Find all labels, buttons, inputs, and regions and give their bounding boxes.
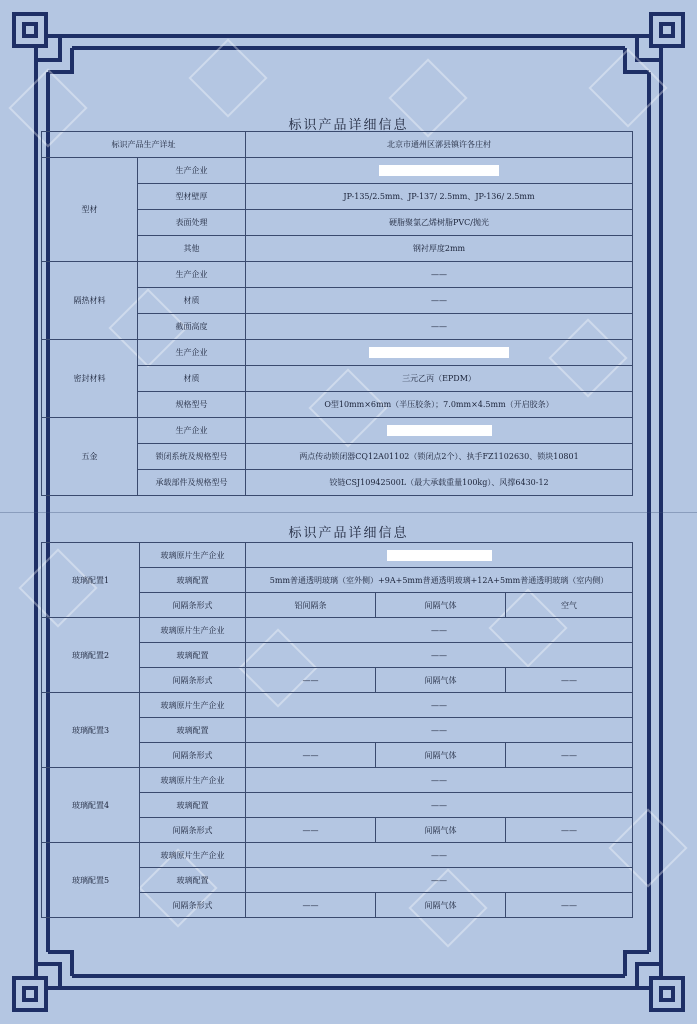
row-value: ——: [246, 718, 633, 743]
row-value: ——: [246, 768, 633, 793]
row-label: 生产企业: [138, 158, 246, 184]
row-label: 间隔条形式: [140, 818, 246, 843]
row-label: 生产企业: [138, 340, 246, 366]
row-value-redacted: [246, 158, 633, 184]
row-label: 玻璃原片生产企业: [140, 693, 246, 718]
table-row: [42, 340, 633, 366]
spacer-gas-value: ——: [506, 668, 633, 693]
glass-config-table: [41, 542, 633, 918]
row-label: 玻璃原片生产企业: [140, 843, 246, 868]
redaction-block: [387, 550, 492, 561]
spacer-gas-value: ——: [506, 743, 633, 768]
row-label: 间隔条形式: [140, 593, 246, 618]
table2-title: 标识产品详细信息: [288, 526, 409, 541]
address-label: 标识产品生产详址: [42, 132, 246, 158]
row-value: 5mm普通透明玻璃（室外侧）+9A+5mm普通透明玻璃+12A+5mm普通透明玻璃（室内侧）: [246, 568, 633, 593]
row-value: O型10mm×6mm（半压胶条）；7.0mm×4.5mm（开启胶条）: [246, 392, 633, 418]
glass-group-name: 玻璃配置3: [42, 693, 140, 768]
row-value: 铰链CSJ10942500L（最大承载重量100kg）、风撑6430-12: [246, 470, 633, 496]
spacer-gas-value: 空气: [506, 593, 633, 618]
row-label: 间隔条形式: [140, 743, 246, 768]
table-row: [42, 843, 633, 868]
row-value: ——: [246, 314, 633, 340]
redaction-block: [379, 165, 499, 176]
row-label: 玻璃配置: [140, 793, 246, 818]
row-value: ——: [246, 262, 633, 288]
row-value-redacted: [246, 543, 633, 568]
table-row: [42, 768, 633, 793]
address-value: 北京市通州区漷县镇许各庄村: [246, 132, 633, 158]
row-value: 两点传动锁闭器CQ12A01102（锁闭点2个）、执手FZ1102630、锁块10801: [246, 444, 633, 470]
row-label: 玻璃原片生产企业: [140, 543, 246, 568]
row-label: 型材壁厚: [138, 184, 246, 210]
spacer-gas-label: 间隔气体: [376, 593, 506, 618]
row-value: ——: [246, 693, 633, 718]
row-label: 间隔条形式: [140, 668, 246, 693]
spacer-type: ——: [246, 818, 376, 843]
row-label: 材质: [138, 366, 246, 392]
row-label: 规格型号: [138, 392, 246, 418]
row-label: 承载部件及规格型号: [138, 470, 246, 496]
group-name-seal: 密封材料: [42, 340, 138, 418]
row-value: ——: [246, 868, 633, 893]
group-name-hardware: 五金: [42, 418, 138, 496]
spacer-gas-label: 间隔气体: [376, 893, 506, 918]
redaction-block: [387, 425, 492, 436]
row-label: 表面处理: [138, 210, 246, 236]
redaction-block: [369, 347, 509, 358]
row-label: 玻璃配置: [140, 643, 246, 668]
row-label: 玻璃配置: [140, 568, 246, 593]
table-row: [42, 693, 633, 718]
table-row: [42, 543, 633, 568]
row-value: ——: [246, 288, 633, 314]
spacer-gas-value: ——: [506, 893, 633, 918]
glass-group-name: 玻璃配置2: [42, 618, 140, 693]
product-info-table-1: [41, 131, 633, 496]
row-label: 锁闭系统及规格型号: [138, 444, 246, 470]
table1-title: 标识产品详细信息: [288, 118, 409, 133]
spacer-gas-label: 间隔气体: [376, 818, 506, 843]
row-label: 玻璃配置: [140, 868, 246, 893]
spacer-gas-label: 间隔气体: [376, 668, 506, 693]
table-row: [42, 418, 633, 444]
glass-group-name: 玻璃配置1: [42, 543, 140, 618]
table-row: [42, 132, 633, 158]
row-label: 玻璃配置: [140, 718, 246, 743]
table-row: [42, 262, 633, 288]
row-label: 生产企业: [138, 418, 246, 444]
row-value: JP-135/2.5mm、JP-137/ 2.5mm、JP-136/ 2.5mm: [246, 184, 633, 210]
spacer-gas-label: 间隔气体: [376, 743, 506, 768]
row-label: 生产企业: [138, 262, 246, 288]
spacer-type: ——: [246, 668, 376, 693]
row-label: 玻璃原片生产企业: [140, 768, 246, 793]
row-label: 玻璃原片生产企业: [140, 618, 246, 643]
row-label: 其他: [138, 236, 246, 262]
table-row: [42, 618, 633, 643]
row-value: 硬脂聚氯乙烯树脂PVC/抛光: [246, 210, 633, 236]
row-value: ——: [246, 843, 633, 868]
row-value: 钢衬厚度2mm: [246, 236, 633, 262]
glass-group-name: 玻璃配置4: [42, 768, 140, 843]
row-label: 间隔条形式: [140, 893, 246, 918]
spacer-type: ——: [246, 743, 376, 768]
row-value-redacted: [246, 418, 633, 444]
spacer-type: 铝间隔条: [246, 593, 376, 618]
row-label: 截面高度: [138, 314, 246, 340]
group-name-insulation: 隔热材料: [42, 262, 138, 340]
glass-group-name: 玻璃配置5: [42, 843, 140, 918]
spacer-gas-value: ——: [506, 818, 633, 843]
row-value: ——: [246, 643, 633, 668]
row-label: 材质: [138, 288, 246, 314]
row-value: ——: [246, 793, 633, 818]
page-fold-line: [0, 512, 697, 513]
group-name-profile: 型材: [42, 158, 138, 262]
row-value: ——: [246, 618, 633, 643]
row-value-redacted: [246, 340, 633, 366]
spacer-type: ——: [246, 893, 376, 918]
row-value: 三元乙丙（EPDM）: [246, 366, 633, 392]
table-row: [42, 158, 633, 184]
